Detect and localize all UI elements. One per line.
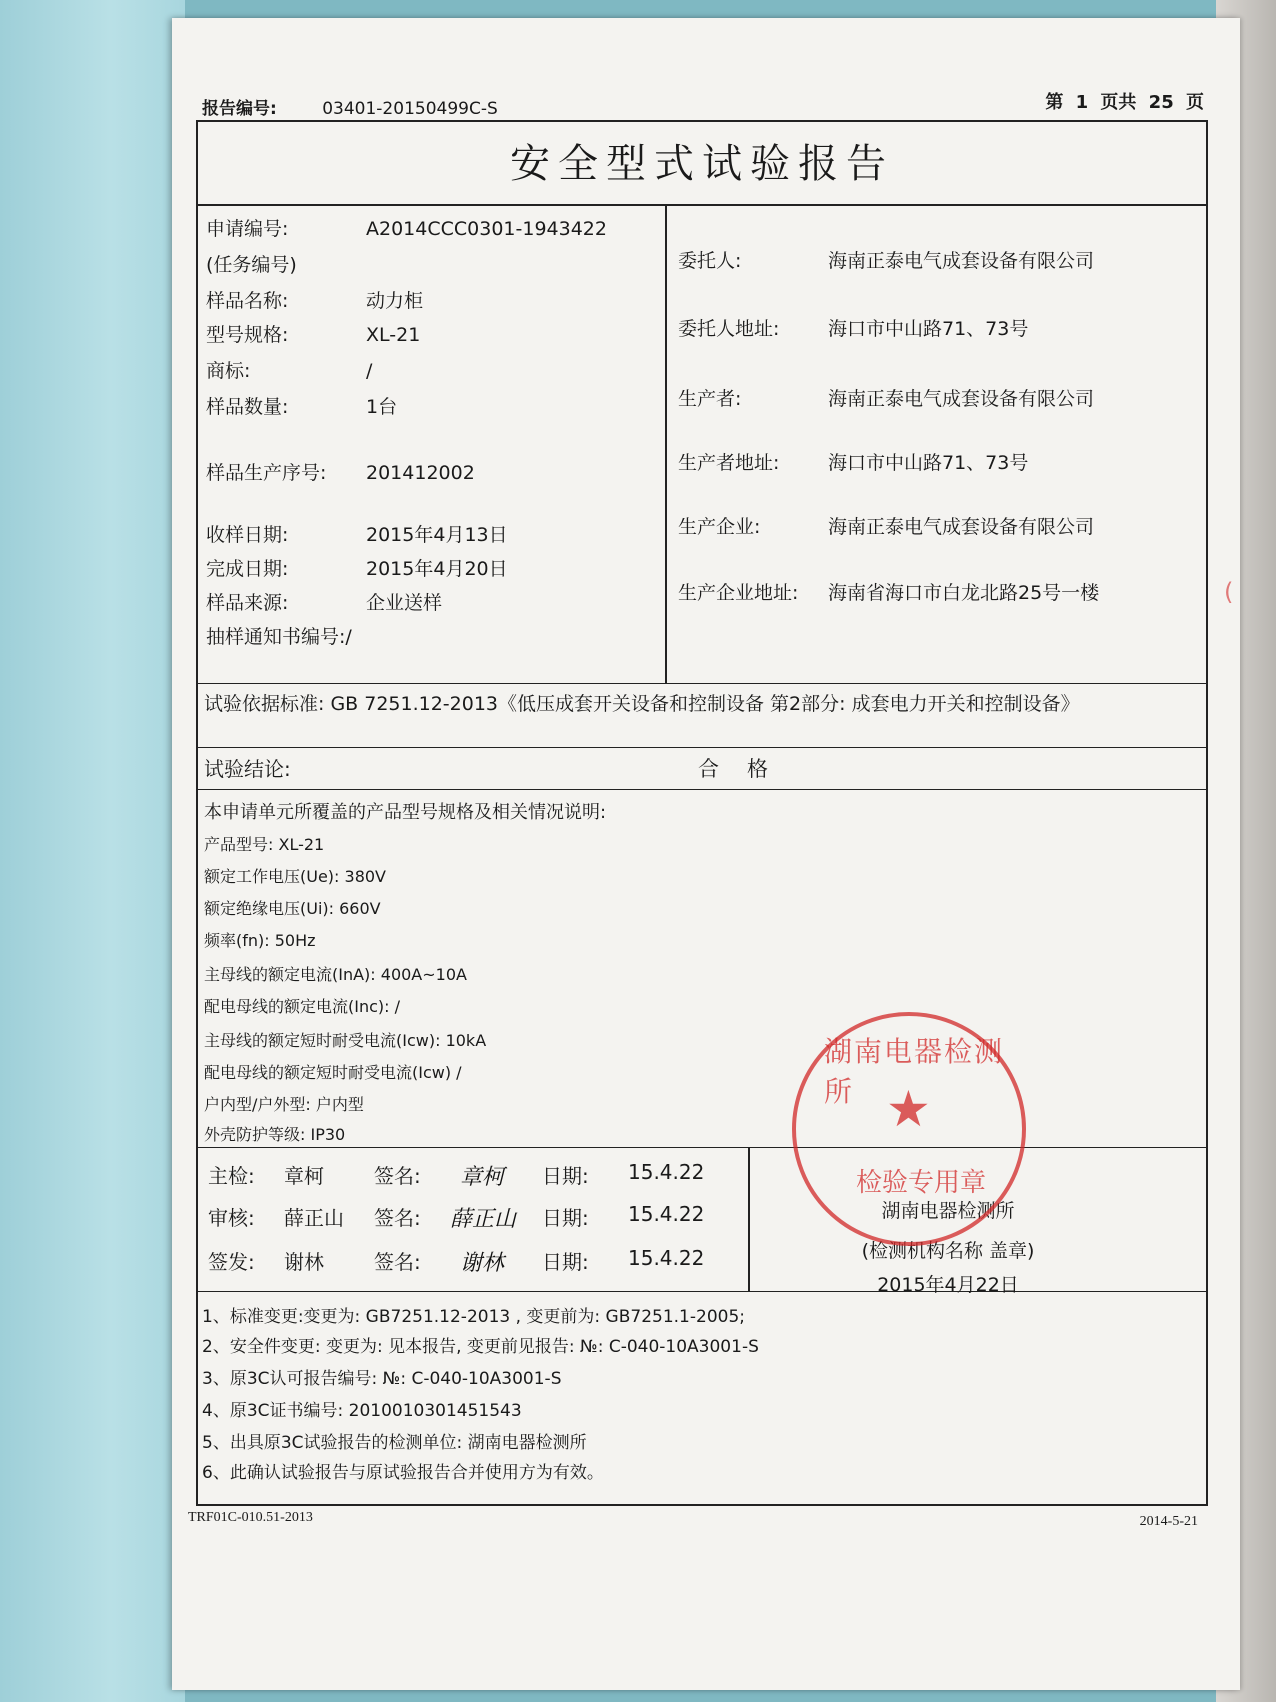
report-number-value: 03401-20150499C-S — [322, 99, 498, 119]
conclusion-label: 试验结论: — [204, 757, 291, 781]
description-line: 频率(fn): 50Hz — [204, 931, 316, 950]
institution-stamp-note: (检测机构名称 盖章) — [861, 1240, 1035, 1262]
person-name: 谢林 — [284, 1250, 324, 1274]
field-label: 样品数量: — [206, 396, 289, 418]
field-sample-source — [206, 588, 442, 615]
field-value: 2015年4月20日 — [366, 558, 508, 580]
note-item: 2、安全件变更: 变更为: 见本报告, 变更前见报告: №: C-040-10A3001-S — [202, 1337, 759, 1357]
field-manufacturer-address — [678, 578, 1099, 605]
date-label: 日期: — [542, 1164, 589, 1188]
note-item: 5、出具原3C试验报告的检测单位: 湖南电器检测所 — [202, 1433, 587, 1453]
description-line: 额定工作电压(Ue): 380V — [204, 867, 387, 886]
description-line: 户内型/户外型: 户内型 — [204, 1095, 364, 1114]
field-value: 1台 — [366, 396, 398, 418]
field-value: A2014CCC0301-1943422 — [366, 218, 607, 240]
edge-stamp-mark: ( — [1224, 578, 1234, 606]
field-value: 海口市中山路71、73号 — [828, 318, 1029, 340]
report-page — [172, 18, 1240, 1690]
field-application-no — [206, 214, 607, 241]
description-line: 外壳防护等级: IP30 — [204, 1125, 346, 1144]
date-value: 15.4.22 — [628, 1246, 705, 1270]
field-model — [206, 320, 420, 347]
handwritten-signature: 薛正山 — [450, 1207, 517, 1232]
field-label: 收样日期: — [206, 524, 289, 546]
field-label: (任务编号) — [206, 254, 297, 276]
field-manufacturer — [678, 512, 1094, 539]
field-value: 企业送样 — [366, 592, 443, 614]
conclusion-value: 合格 — [698, 757, 796, 781]
field-value: 海南正泰电气成套设备有限公司 — [828, 250, 1095, 272]
field-label: 样品名称: — [206, 290, 289, 312]
note-item: 1、标准变更:变更为: GB7251.12-2013 , 变更前为: GB7251.1-2005; — [202, 1307, 745, 1327]
field-producer-address — [678, 448, 1028, 475]
description-line: 额定绝缘电压(Ui): 660V — [204, 899, 381, 918]
field-label: 申请编号: — [206, 218, 289, 240]
field-client-address — [678, 314, 1028, 341]
date-value: 15.4.22 — [628, 1202, 705, 1226]
field-label: 型号规格: — [206, 324, 289, 346]
info-section — [198, 206, 1206, 684]
field-sampling-notice — [206, 622, 352, 649]
field-label: 生产者地址: — [678, 452, 780, 474]
role-label: 审核: — [208, 1206, 255, 1230]
field-value: 海南正泰电气成套设备有限公司 — [828, 388, 1095, 410]
field-label: 样品来源: — [206, 592, 289, 614]
report-number — [202, 94, 498, 119]
field-label: 商标: — [206, 360, 251, 382]
seal-bottom-text: 检验专用章 — [856, 1168, 987, 1198]
field-value: / — [366, 360, 373, 382]
form-date: 2014-5-21 — [1139, 1514, 1198, 1529]
field-label: 样品生产序号: — [206, 462, 327, 484]
institution-date: 2015年4月22日 — [877, 1274, 1019, 1296]
form-code: TRF01C-010.51-2013 — [188, 1510, 313, 1525]
note-item: 4、原3C证书编号: 2010010301451543 — [202, 1401, 522, 1421]
star-icon: ★ — [886, 1080, 931, 1138]
field-label: 生产企业地址: — [678, 582, 799, 604]
report-table — [196, 120, 1208, 1506]
description-line: 配电母线的额定电流(Inc): / — [204, 997, 401, 1016]
field-sample-name — [206, 286, 423, 313]
person-name: 章柯 — [284, 1164, 324, 1188]
signoff-section — [198, 1148, 1206, 1296]
field-completed-date — [206, 554, 508, 581]
person-name: 薛正山 — [284, 1206, 344, 1230]
test-conclusion — [198, 748, 1206, 790]
field-value: 海南省海口市白龙北路25号一楼 — [828, 582, 1100, 604]
field-received-date — [206, 520, 508, 547]
date-value: 15.4.22 — [628, 1160, 705, 1184]
sign-label: 签名: — [374, 1250, 421, 1274]
report-title: 安全型式试验报告 — [198, 122, 1206, 206]
sign-label: 签名: — [374, 1164, 421, 1188]
handwritten-signature: 谢林 — [460, 1251, 505, 1276]
field-value: / — [345, 626, 352, 648]
field-serial-no — [206, 458, 475, 485]
report-number-label: 报告编号: — [202, 99, 277, 119]
note-item: 3、原3C认可报告编号: №: C-040-10A3001-S — [202, 1369, 562, 1389]
field-label: 生产者: — [678, 388, 742, 410]
field-value: 动力柜 — [366, 290, 424, 312]
field-label: 生产企业: — [678, 516, 761, 538]
seal-top-text: 湖南电器检测所 — [824, 1035, 1005, 1108]
field-value: XL-21 — [366, 324, 421, 346]
field-trademark — [206, 356, 372, 383]
note-item: 6、此确认试验报告与原试验报告合并使用方为有效。 — [202, 1463, 604, 1483]
description-line: 主母线的额定短时耐受电流(Icw): 10kA — [204, 1031, 487, 1050]
date-label: 日期: — [542, 1250, 589, 1274]
institution-name: 湖南电器检测所 — [881, 1200, 1015, 1222]
field-value: 201412002 — [366, 462, 475, 484]
handwritten-signature: 章柯 — [460, 1165, 505, 1190]
field-client — [678, 246, 1094, 273]
test-standard: 试验依据标准: GB 7251.12-2013《低压成套开关设备和控制设备 第2部分: 成套电力开关和控制设备》 — [198, 684, 1206, 748]
field-label: 抽样通知书编号: — [206, 626, 346, 648]
field-value: 2015年4月13日 — [366, 524, 508, 546]
field-label: 委托人地址: — [678, 318, 780, 340]
description-line: 产品型号: XL-21 — [204, 835, 325, 854]
product-description — [198, 790, 1206, 1148]
description-line: 配电母线的额定短时耐受电流(Icw) / — [204, 1063, 462, 1082]
official-seal — [792, 1012, 1026, 1246]
field-producer — [678, 384, 1094, 411]
field-sample-qty — [206, 392, 397, 419]
description-line: 主母线的额定电流(InA): 400A~10A — [204, 965, 467, 984]
field-task-no — [206, 250, 366, 277]
column-divider — [748, 1148, 750, 1291]
date-label: 日期: — [542, 1206, 589, 1230]
description-heading: 本申请单元所覆盖的产品型号规格及相关情况说明: — [204, 802, 607, 823]
field-label: 完成日期: — [206, 558, 289, 580]
column-divider — [665, 206, 667, 683]
blue-folder-background — [0, 0, 185, 1702]
field-label: 委托人: — [678, 250, 742, 272]
sign-label: 签名: — [374, 1206, 421, 1230]
role-label: 签发: — [208, 1250, 255, 1274]
field-value: 海南正泰电气成套设备有限公司 — [828, 516, 1095, 538]
role-label: 主检: — [208, 1164, 255, 1188]
field-value: 海口市中山路71、73号 — [828, 452, 1029, 474]
page-info: 第 1 页共 25 页 — [1045, 92, 1204, 113]
